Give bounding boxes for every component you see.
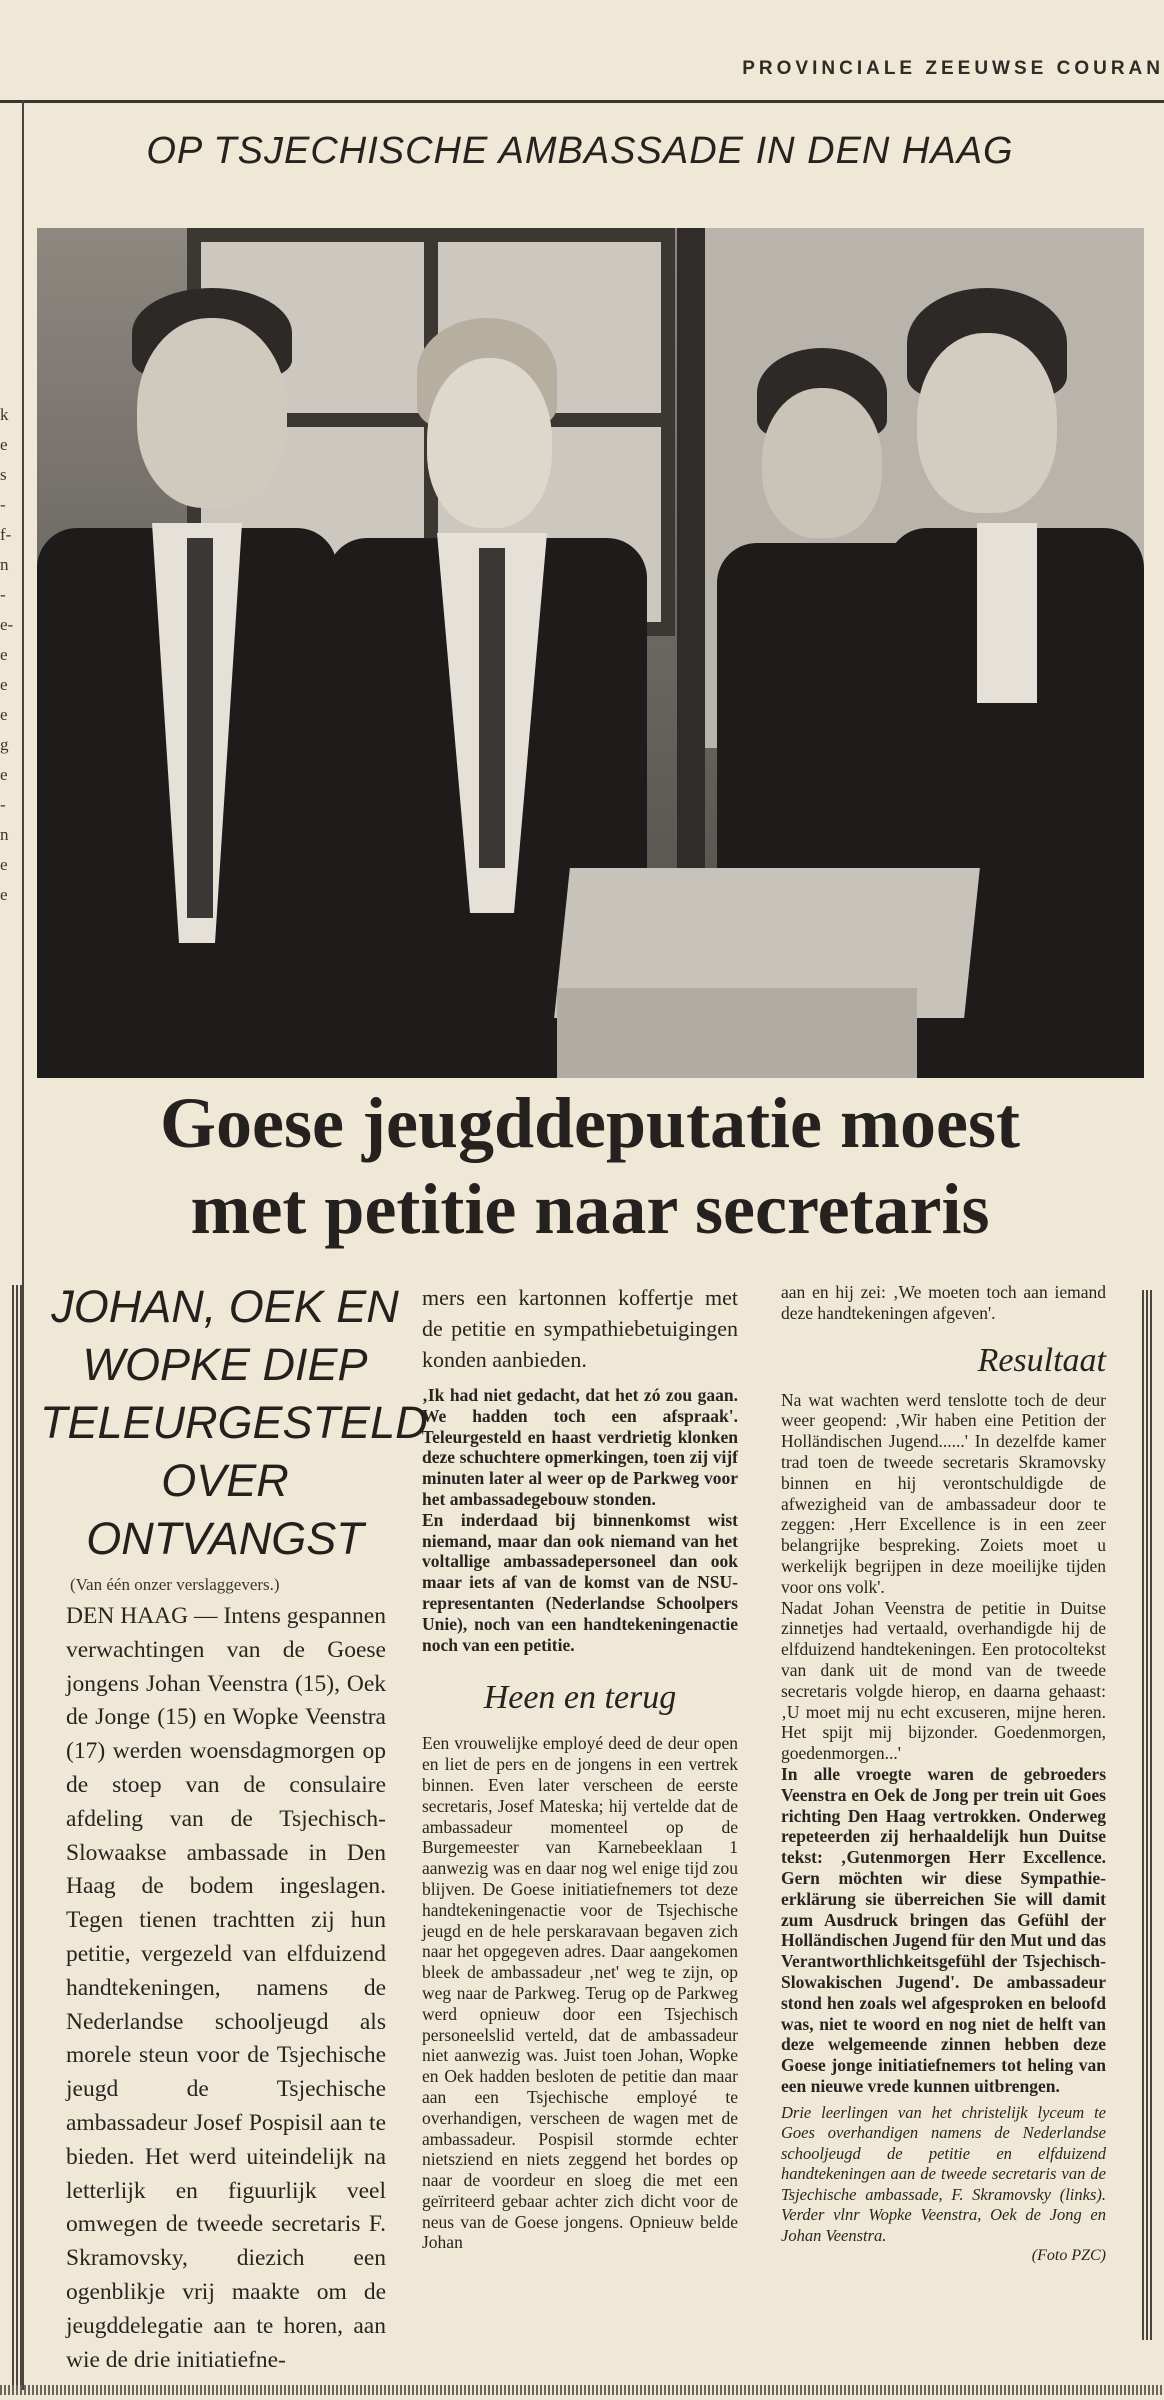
deck-line-2: WOPKE DIEP	[82, 1339, 368, 1390]
photo-person-secretary	[37, 288, 337, 1078]
column-rule-left	[12, 1285, 22, 2385]
photo-caption: Drie leerlingen van het christelijk lyceum te Goes overhandigen namens de Nederlandse schooljeugd de petitie en elfduizend handtekeningen aan de tweede secretaris van de Tsjechische ambassade, F. Skramovsky (links). Verder vlnr Wopke Veenstra, Oek de Jong en Johan Veenstra.	[781, 2102, 1106, 2245]
byline: (Van één onzer verslaggevers.)	[70, 1575, 280, 1594]
kicker-heading: OP TSJECHISCHE AMBASSADE IN DEN HAAG	[146, 130, 1014, 172]
col3-paragraph-2: Na wat wachten werd tenslotte toch de deur weer geopend: ‚Wir haben eine Petition der Holländischen Jugend......' In dezelfde kamer trad toen de tweede secretaris Skramovsky binnen en hij verontschuldigde de afwezigheid van de ambassadeur door te zeggen: ‚Herr Excellence is in een zeer belangrijke bespreking. Zoiets moet u werkelijk begrijpen in deze moeilijke tijden voor ons volk'.	[781, 1389, 1106, 1597]
col2-paragraph-2: ‚Ik had niet gedacht, dat het zó zou gaan. We hadden toch een afspraak'. Teleurgesteld en haast verdrietig klonken deze schuchtere opmerkingen, toen zij vijf minuten later al weer op de Parkweg voor het ambassadegebouw stonden.	[422, 1385, 738, 1509]
subhead-resultaat: Resultaat	[977, 1341, 1106, 1379]
headline	[40, 1080, 1140, 1252]
col3-paragraph-1: aan en hij zei: ‚We moeten toch aan iemand deze handtekeningen afgeven'.	[781, 1282, 1106, 1323]
headline-line-1: Goese jeugddeputatie moest	[160, 1083, 1020, 1163]
news-photo	[37, 228, 1144, 1078]
col2-paragraph-3: En inderdaad bij binnenkomst wist niemand, maar dan ook niemand van het voltallige ambassadepersoneel dan ook maar iets af van de komst van de NSU-representanten (Nederlandse Schoolpers Unie), noch van een handtekeningenactie noch van een petitie.	[422, 1509, 738, 1655]
masthead	[0, 0, 1164, 103]
col2-paragraph-1: mers een kartonnen koffertje met de petitie en sympathiebetuigingen konden aanbieden.	[422, 1285, 738, 1372]
adjacent-column-fragment: k e s - f- n - e- e e e g e - n e e	[0, 405, 14, 904]
col3-paragraph-4: In alle vroegte waren de gebroeders Veenstra en Oek de Jong per trein uit Goes richting Den Haag vertrokken. Onderweg repeteerden zij herhaaldelijk hun Duitse tekst: ‚Gutenmorgen Herr Excellence. Gern möchten wir diese Sympathie-erklärung sie überreichen Sie will damit zum Ausdruck bringen das Gefühl der Holländischen Jugend für den Mut und das Verantworthlichkeitsgefühl der Tsjechisch-Slowakischen Jugend'. De ambassadeur stond hen zoals wel afgesproken en beloofd was, niet te woord en nog niet de helft van deze welgemeende zinnen hebben deze Goese jonge initiatiefnemers tot heling van een nieuwe vrede kunnen uitbrengen.	[781, 1763, 1106, 2096]
left-column-rule	[22, 100, 24, 2390]
article-column-3	[781, 1282, 1106, 2267]
deck-line-3: TELEURGESTELD	[40, 1397, 428, 1448]
deck-heading	[40, 1278, 428, 1568]
col2-paragraph-4: Een vrouwelijke employé deed de deur open en liet de pers en de jongens in een vertrek binnen. Even later verscheen de eerste secretaris, Josef Mateska; hij vertelde dat de ambassadeur momenteel op de Burgemeester van Karnebeeklaan 1 aanwezig was en daar nog wel enige tijd zou blijven. De Goese initiatiefnemers tot deze handtekeningenactie voor de Tsjechische jeugd en de hele perskaravaan begaven zich naar het opgegeven adres. Daar aangekomen bleek de ambassadeur ‚net' weg te zijn, op weg naar de Parkweg. Terug op de Parkweg werd opnieuw door een Tsjechisch personeelslid verteld, dat de ambassadeur niet aanwezig was. Juist toen Johan, Wopke en Oek hadden besloten de petitie dan maar aan een Tsjechische employé te overhandigen, verscheen de wagen met de ambassadeur. Pospisil stormde echter nietsziend en niets zeggend het bordes op naar de voordeur en sloeg die met een geïrriteerd gebaar achter zich dicht voor de neus van de Goese jongens. Opnieuw belde Johan	[422, 1733, 738, 2253]
article-column-1	[66, 1600, 386, 2377]
subhead-heen-en-terug: Heen en terug	[483, 1679, 677, 1717]
newspaper-name: PROVINCIALE ZEEUWSE COURAN	[742, 58, 1164, 79]
article-lead-paragraph: DEN HAAG — Intens gespannen verwachtingen van de Goese jongens Johan Veenstra (15), Oek de Jonge (15) en Wopke Veenstra (17) werden woensdagmorgen op de stoep van de consulaire afdeling van de Tsjechisch-Slowaakse ambassade in Den Haag de bodem ingeslagen. Tegen tienen trachtten zij hun petitie, vergezeld van elfduizend handtekeningen, namens de Nederlandse schooljeugd als morele steun voor de Tsjechische jeugd de Tsjechische ambassadeur Josef Pospisil aan te bieden. Het werd uiteindelijk na letterlijk en figuurlijk veel omwegen de tweede secretaris F. Skramovsky, diezich een ogenblikje vrij maakte om de jeugddelegatie aan te horen, aan wie de drie initiatiefne-	[66, 1603, 386, 2373]
column-rule-right	[1142, 1290, 1152, 2340]
col3-paragraph-3: Nadat Johan Veenstra de petitie in Duitse zinnetjes had vertaald, overhandigde hij de elfduizend handtekeningen. Een protocoltekst van dank uit de mond van de tweede secretaris volgde hierop, en daarna gehaast: ‚U moet mij nu echt excuseren, mijne heren. Het spijt mij bijzonder. Goedenmorgen, goedenmorgen...'	[781, 1597, 1106, 1764]
bottom-rule	[0, 2385, 1164, 2395]
deck-line-1: JOHAN, OEK EN	[51, 1281, 399, 1332]
photo-suitcase-base	[557, 988, 917, 1078]
article-column-2	[422, 1282, 738, 2253]
deck-line-5: ONTVANGST	[86, 1513, 364, 1564]
headline-line-2: met petitie naar secretaris	[190, 1169, 990, 1249]
photo-credit: (Foto PZC)	[1031, 2247, 1106, 2265]
deck-line-4: OVER	[161, 1455, 289, 1506]
